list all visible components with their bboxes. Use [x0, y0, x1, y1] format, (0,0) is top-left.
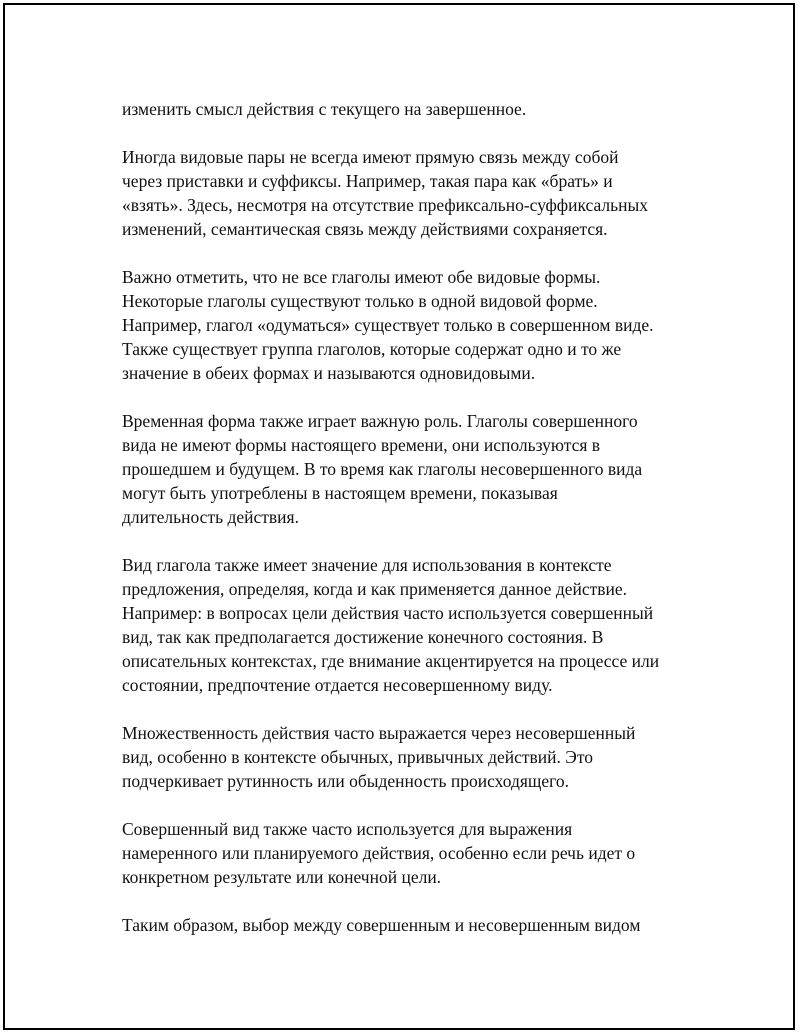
text-line: конкретном результате или конечной цели.	[122, 867, 442, 887]
text-line: длительность действия.	[122, 507, 299, 527]
text-line: Временная форма также играет важную роль. Глаголы совершенного	[122, 411, 638, 431]
text-line: через приставки и суффиксы. Например, такая пара как «брать» и	[122, 171, 613, 191]
text-line: предложения, определяя, когда и как применяется данное действие.	[122, 579, 628, 599]
text-line: «взять». Здесь, несмотря на отсутствие префиксально-суффиксальных	[122, 195, 648, 215]
text-line: Важно отметить, что не все глаголы имеют обе видовые формы.	[122, 267, 601, 287]
text-line: Например: в вопросах цели действия часто используется совершенный	[122, 603, 654, 623]
text-line: изменить смысл действия с текущего на завершенное.	[122, 99, 527, 119]
text-line: намеренного или планируемого действия, особенно если речь идет о	[122, 843, 636, 863]
text-line: вид, так как предполагается достижение конечного состояния. В	[122, 627, 604, 647]
text-line: Некоторые глаголы существуют только в одной видовой форме.	[122, 291, 598, 311]
text-line: Совершенный вид также часто используется для выражения	[122, 819, 573, 839]
text-line: Например, глагол «одуматься» существует только в совершенном виде.	[122, 315, 654, 335]
paragraph	[122, 817, 722, 889]
text-line: вид, особенно в контексте обычных, привычных действий. Это	[122, 747, 593, 767]
text-line: вида не имеют формы настоящего времени, они используются в	[122, 435, 601, 455]
paragraph	[122, 913, 722, 937]
paragraph	[122, 97, 722, 121]
text-line: Иногда видовые пары не всегда имеют прямую связь между собой	[122, 147, 619, 167]
text-line: изменений, семантическая связь между действиями сохраняется.	[122, 219, 608, 239]
document-body	[122, 97, 722, 961]
text-line: значение в обеих формах и называются одновидовыми.	[122, 363, 536, 383]
paragraph	[122, 553, 722, 697]
paragraph	[122, 721, 722, 793]
text-line: Множественность действия часто выражается через несовершенный	[122, 723, 636, 743]
text-line: состоянии, предпочтение отдается несовершенному виду.	[122, 675, 553, 695]
text-line: Вид глагола также имеет значение для использования в контексте	[122, 555, 612, 575]
paragraph	[122, 265, 722, 385]
paragraph	[122, 409, 722, 529]
paragraph	[122, 145, 722, 241]
text-line: описательных контекстах, где внимание акцентируется на процессе или	[122, 651, 660, 671]
text-line: Также существует группа глаголов, которые содержат одно и то же	[122, 339, 622, 359]
text-line: могут быть употреблены в настоящем времени, показывая	[122, 483, 558, 503]
text-line: подчеркивает рутинность или обыденность происходящего.	[122, 771, 570, 791]
text-line: Таким образом, выбор между совершенным и несовершенным видом	[122, 915, 641, 935]
page-frame	[3, 3, 795, 1030]
text-line: прошедшем и будущем. В то время как глаголы несовершенного вида	[122, 459, 643, 479]
